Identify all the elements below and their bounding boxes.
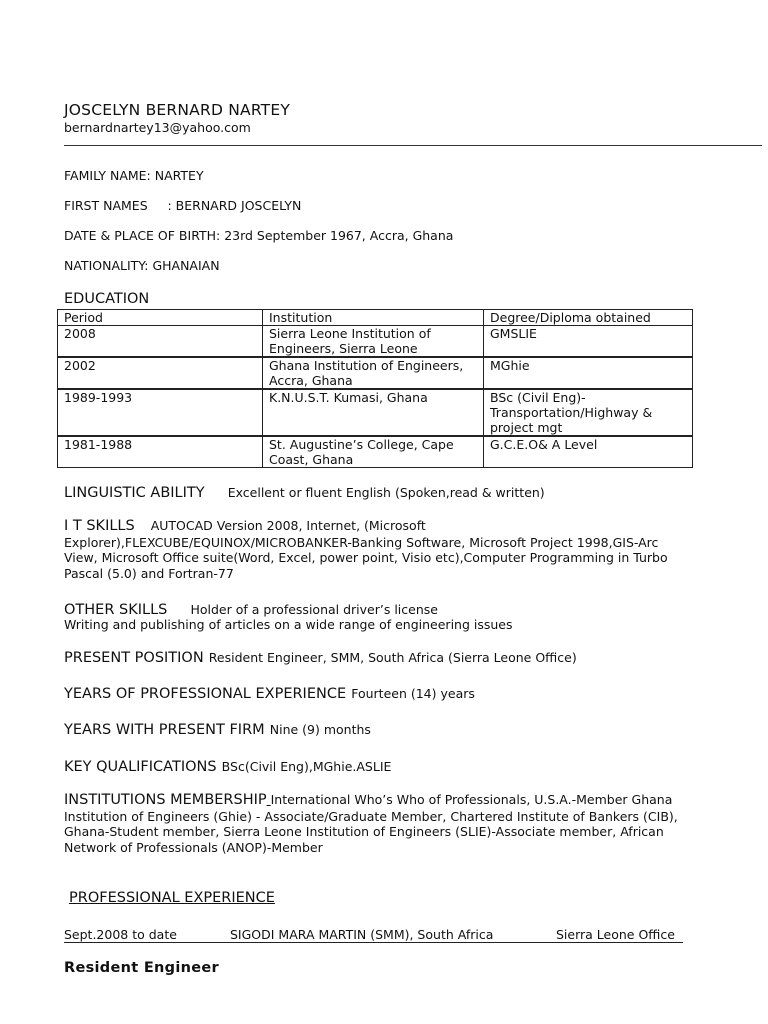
years-experience-heading: YEARS OF PROFESSIONAL EXPERIENCE: [64, 686, 347, 702]
period-cell: 1989-1993: [58, 389, 263, 436]
membership-heading: INSTITUTIONS MEMBERSHIP: [64, 792, 267, 808]
experience-office: Sierra Leone Office: [556, 927, 675, 942]
it-skills-text: AUTOCAD Version 2008, Internet, (Microsoft Explorer),FLEXCUBE/EQUINOX/MICROBANKER-Banking Software, Microsoft Project 1998,GIS-Arc View, Microsoft Office suite(Word, Excel, power point, Visio etc),Computer Programming in Turbo Pascal (5.0) and Fortran-77: [64, 518, 668, 581]
family-name: FAMILY NAME: NARTEY: [64, 168, 204, 183]
date-place-of-birth: DATE & PLACE OF BIRTH: 23rd September 1967, Accra, Ghana: [64, 228, 454, 243]
institution-cell: St. Augustine’s College, Cape Coast, Ghana: [263, 436, 484, 468]
first-names: FIRST NAMES : BERNARD JOSCELYN: [64, 198, 302, 213]
years-experience-section: [64, 683, 475, 702]
column-header-institution: Institution: [263, 310, 484, 326]
membership-text: International Who’s Who of Professionals, U.S.A.-Member Ghana Institution of Engineers (Ghie) - Associate/Graduate Member, Chartered Institute of Bankers (CIB), Ghana-Student member, Sierra Leone Institution of Engineers (SLIE)-Associate member, African Network of Professionals (ANOP)-Member: [64, 792, 678, 855]
key-qualifications-text: BSc(Civil Eng),MGhie.ASLIE: [221, 759, 392, 774]
table-header-row: [58, 310, 693, 326]
experience-period: Sept.2008 to date: [64, 927, 177, 942]
column-header-period: Period: [58, 310, 263, 326]
period-cell: 2002: [58, 357, 263, 389]
years-experience-text: Fourteen (14) years: [351, 686, 475, 701]
it-skills-section: [64, 518, 694, 581]
degree-cell: MGhie: [484, 357, 693, 389]
nationality: NATIONALITY: GHANAIAN: [64, 258, 220, 273]
column-header-degree: Degree/Diploma obtained: [484, 310, 693, 326]
linguistic-text: Excellent or fluent English (Spoken,read & written): [227, 485, 545, 500]
degree-cell: G.C.E.O& A Level: [484, 436, 693, 468]
institution-cell: Sierra Leone Institution of Engineers, Sierra Leone: [263, 326, 484, 358]
candidate-email: bernardnartey13@yahoo.com: [64, 120, 251, 135]
period-cell: 1981-1988: [58, 436, 263, 468]
years-firm-section: [64, 719, 371, 738]
table-row: [58, 357, 693, 389]
header-divider: [64, 145, 762, 146]
present-position-heading: PRESENT POSITION: [64, 650, 204, 666]
education-heading: EDUCATION: [64, 291, 150, 307]
it-skills-heading: I T SKILLS: [64, 518, 135, 534]
present-position-text: Resident Engineer, SMM, South Africa (Sierra Leone Office): [208, 650, 577, 665]
degree-cell: GMSLIE: [484, 326, 693, 358]
table-row: [58, 326, 693, 358]
institution-cell: Ghana Institution of Engineers, Accra, Ghana: [263, 357, 484, 389]
years-firm-heading: YEARS WITH PRESENT FIRM: [64, 722, 265, 738]
present-position-section: [64, 647, 577, 666]
key-qualifications-heading: KEY QUALIFICATIONS: [64, 759, 217, 775]
other-skills-line1: Holder of a professional driver’s license: [190, 602, 438, 617]
degree-cell: BSc (Civil Eng)-Transportation/Highway & project mgt: [484, 389, 693, 436]
linguistic-heading: LINGUISTIC ABILITY: [64, 485, 205, 501]
other-skills-line2: Writing and publishing of articles on a wide range of engineering issues: [64, 617, 513, 632]
years-firm-text: Nine (9) months: [269, 722, 371, 737]
period-cell: 2008: [58, 326, 263, 358]
linguistic-section: [64, 482, 545, 501]
education-table: [57, 309, 693, 468]
other-skills-heading: OTHER SKILLS: [64, 602, 168, 618]
table-row: [58, 389, 693, 436]
institution-cell: K.N.U.S.T. Kumasi, Ghana: [263, 389, 484, 436]
professional-experience-heading: PROFESSIONAL EXPERIENCE: [69, 890, 275, 906]
table-row: [58, 436, 693, 468]
experience-employer: SIGODI MARA MARTIN (SMM), South Africa: [230, 927, 494, 942]
key-qualifications-section: [64, 756, 391, 775]
other-skills-section: [64, 599, 438, 618]
membership-section: [64, 792, 694, 855]
candidate-name: JOSCELYN BERNARD NARTEY: [64, 101, 290, 119]
experience-entry-line: [64, 927, 683, 943]
experience-role: Resident Engineer: [64, 960, 219, 976]
